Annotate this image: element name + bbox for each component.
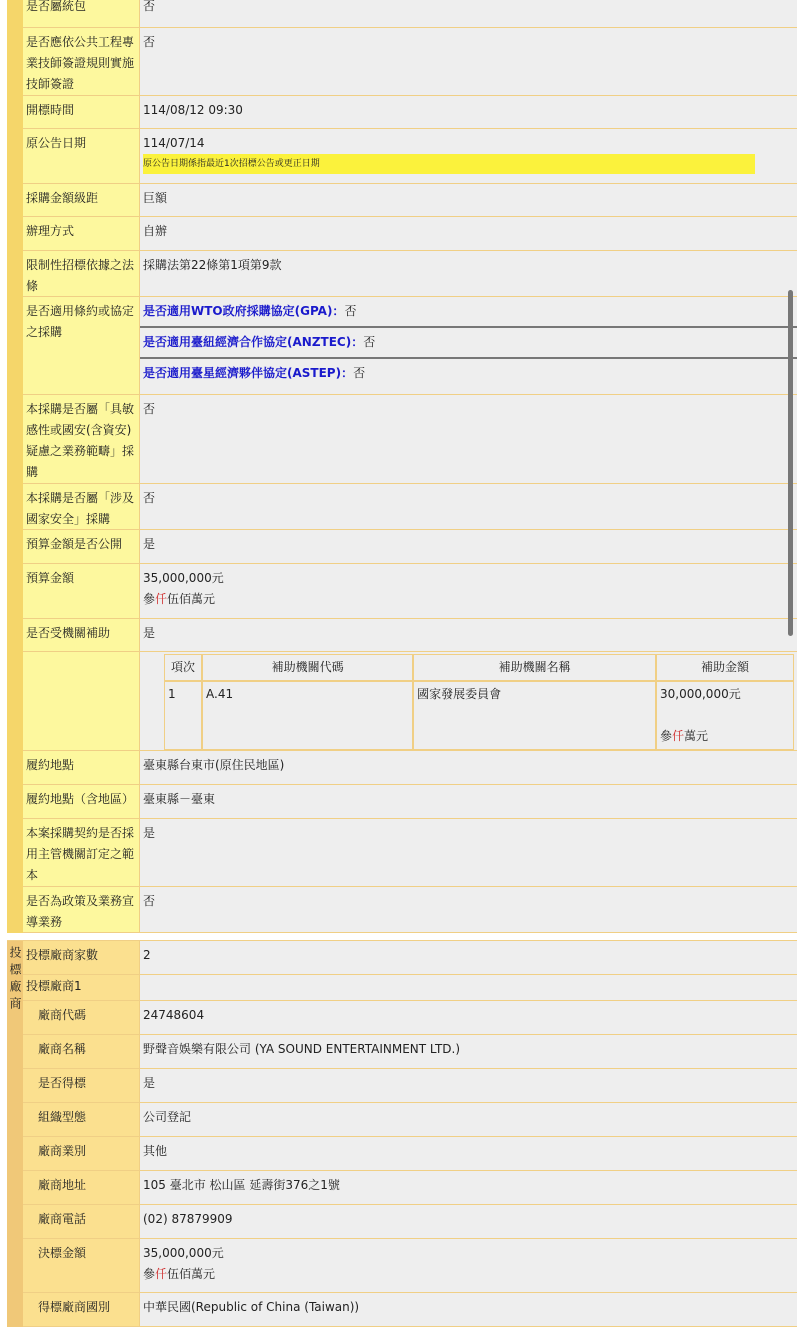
- row-treaties: [23, 297, 797, 395]
- subsidy-table: [164, 654, 794, 750]
- row-value: 否: [140, 395, 797, 483]
- row-value: 否: [140, 28, 797, 95]
- date-note: 原公告日期係指最近1次招標公告或更正日期: [143, 154, 755, 174]
- row-label: 預算金額: [23, 564, 140, 618]
- row-value: 中華民國(Republic of China (Taiwan)): [140, 1293, 797, 1326]
- row-label: 本案採購契約是否採用主管機關訂定之範本: [23, 819, 140, 886]
- row-label: 組織型態: [23, 1103, 140, 1136]
- row-label: 本採購是否屬「具敏感性或國安(含資安)疑慮之業務範疇」採購: [23, 395, 140, 483]
- row-value: 24748604: [140, 1001, 797, 1034]
- treaty-gpa: 是否適用WTO政府採購協定(GPA)：否: [140, 297, 797, 328]
- section-strip: [7, 0, 23, 933]
- row-national-security: [23, 484, 797, 530]
- row-value: [140, 975, 797, 1000]
- row-label: 廠商名稱: [23, 1035, 140, 1068]
- row-value: 105 臺北市 松山區 延壽街376之1號: [140, 1171, 797, 1204]
- row-opening-time: [23, 96, 797, 129]
- row-vendor-industry: [23, 1137, 797, 1171]
- row-budget: [23, 564, 797, 619]
- row-label: 投標廠商家數: [23, 941, 140, 974]
- row-vendor-code: [23, 1001, 797, 1035]
- row-label: 履約地點（含地區）: [23, 785, 140, 818]
- row-value: 巨額: [140, 184, 797, 216]
- row-value: (02) 87879909: [140, 1205, 797, 1238]
- row-location-region: [23, 785, 797, 819]
- col-header: 補助機關代碼: [202, 654, 413, 681]
- row-value: 是: [140, 619, 797, 651]
- row-label: 得標廠商國別: [23, 1293, 140, 1326]
- row-label: 開標時間: [23, 96, 140, 128]
- col-header: 項次: [164, 654, 202, 681]
- col-header: 補助金額: [656, 654, 794, 681]
- row-value: 臺東縣台東市(原住民地區): [140, 751, 797, 784]
- row-label: 是否受機關補助: [23, 619, 140, 651]
- row-sensitive: [23, 395, 797, 484]
- row-subsidy-table: [23, 652, 797, 751]
- row-contract-template: [23, 819, 797, 887]
- row-value: 野聲音娛樂有限公司 (YA SOUND ENTERTAINMENT LTD.): [140, 1035, 797, 1068]
- row-bidder-1: [23, 975, 797, 1001]
- row-value: 否: [140, 484, 797, 529]
- amount-in-words: 參仟伍佰萬元: [143, 1267, 216, 1281]
- row-label: 決標金額: [23, 1239, 140, 1292]
- row-value: 其他: [140, 1137, 797, 1170]
- row-engineer-cert: [23, 28, 797, 96]
- section-title: 投標廠商: [7, 941, 23, 1327]
- row-value: 臺東縣－臺東: [140, 785, 797, 818]
- row-label: 廠商業別: [23, 1137, 140, 1170]
- row-label: 本採購是否屬「涉及國家安全」採購: [23, 484, 140, 529]
- row-awarded: [23, 1069, 797, 1103]
- row-award-amount: [23, 1239, 797, 1293]
- table-row: 1 A.41 國家發展委員會 30,000,000元 參仟萬元: [164, 681, 794, 750]
- row-label: 是否得標: [23, 1069, 140, 1102]
- row-legal-basis: [23, 251, 797, 297]
- row-label: 廠商地址: [23, 1171, 140, 1204]
- bidders-section: [7, 940, 797, 1327]
- row-org-type: [23, 1103, 797, 1137]
- row-value: 自辦: [140, 217, 797, 250]
- row-value: 否: [140, 887, 797, 932]
- row-amount-level: [23, 184, 797, 217]
- row-bidder-count: [23, 941, 797, 975]
- treaty-anztec: 是否適用臺紐經濟合作協定(ANZTEC)：否: [140, 328, 797, 359]
- row-label: [23, 652, 140, 750]
- row-budget-public: [23, 530, 797, 564]
- row-vendor-address: [23, 1171, 797, 1205]
- row-label: 預算金額是否公開: [23, 530, 140, 563]
- row-value: 35,000,000元: [143, 1246, 224, 1260]
- row-value: 是: [140, 530, 797, 563]
- procurement-info-section: [7, 0, 797, 933]
- scrollbar[interactable]: [788, 290, 793, 636]
- row-label: 原公告日期: [23, 129, 140, 183]
- row-turnkey: [23, 0, 797, 28]
- row-value: 114/07/14: [143, 136, 205, 150]
- row-label: 限制性招標依據之法條: [23, 251, 140, 296]
- row-label: 採購金額級距: [23, 184, 140, 216]
- row-label: 辦理方式: [23, 217, 140, 250]
- row-label: 投標廠商1: [23, 975, 140, 1000]
- col-header: 補助機關名稱: [413, 654, 656, 681]
- row-label: 是否應依公共工程專業技師簽證規則實施技師簽證: [23, 28, 140, 95]
- row-value: 114/08/12 09:30: [140, 96, 797, 128]
- row-vendor-phone: [23, 1205, 797, 1239]
- row-value: 採購法第22條第1項第9款: [140, 251, 797, 296]
- row-value: 35,000,000元: [143, 571, 224, 585]
- row-original-date: [23, 129, 797, 184]
- row-location: [23, 751, 797, 785]
- row-handling: [23, 217, 797, 251]
- row-vendor-name: [23, 1035, 797, 1069]
- amount-in-words: 參仟萬元: [660, 729, 709, 743]
- row-label: 是否為政策及業務宣導業務: [23, 887, 140, 932]
- row-label: 廠商電話: [23, 1205, 140, 1238]
- row-label: 廠商代碼: [23, 1001, 140, 1034]
- row-subsidized: [23, 619, 797, 652]
- row-value: 公司登記: [140, 1103, 797, 1136]
- row-vendor-country: [23, 1293, 797, 1327]
- row-label: 是否適用條約或協定之採購: [23, 297, 140, 394]
- treaty-astep: 是否適用臺星經濟夥伴協定(ASTEP)：否: [143, 366, 366, 380]
- row-value: 否: [140, 0, 797, 27]
- row-value: 是: [140, 819, 797, 886]
- amount-in-words: 參仟伍佰萬元: [143, 592, 216, 606]
- row-label: 是否屬統包: [23, 0, 140, 27]
- row-label: 履約地點: [23, 751, 140, 784]
- row-policy-promo: [23, 887, 797, 933]
- row-value: 2: [140, 941, 797, 974]
- row-value: 是: [140, 1069, 797, 1102]
